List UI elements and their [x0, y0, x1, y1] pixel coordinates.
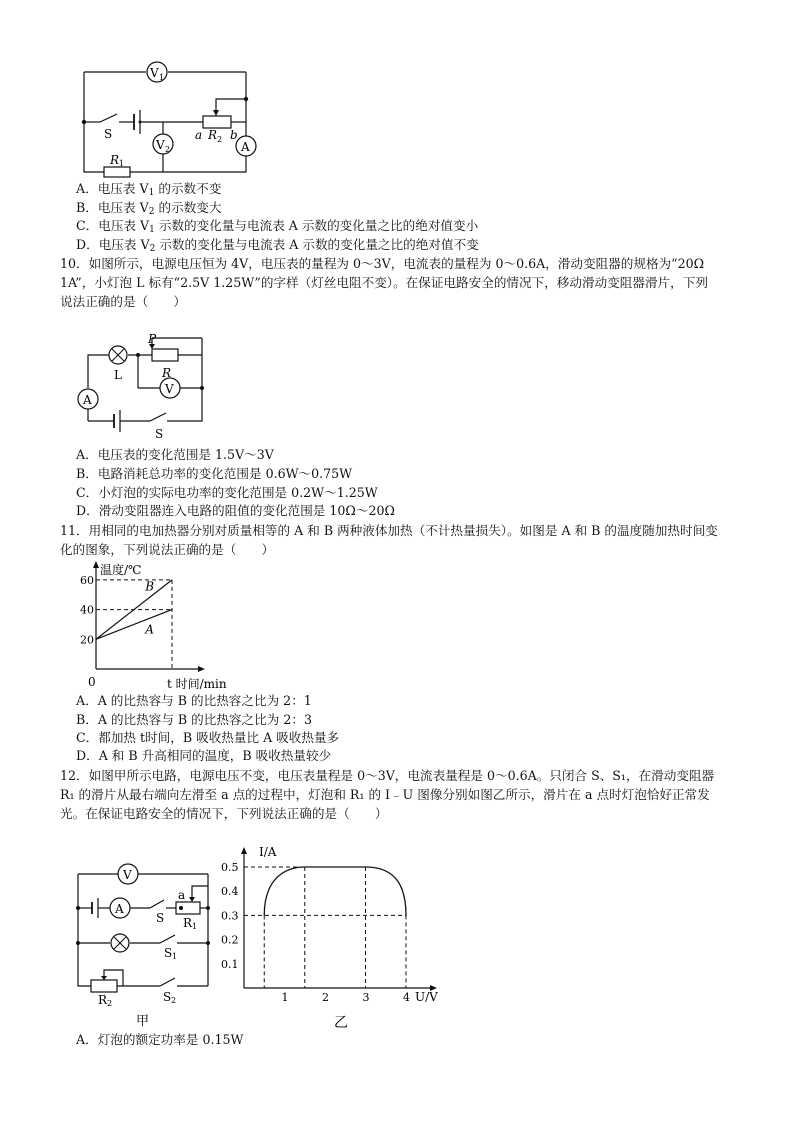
switch-label: S — [104, 127, 113, 141]
q10-option-c[interactable]: C．小灯泡的实际电功率的变化范围是 0.2W～1.25W — [76, 485, 378, 500]
y-tick-label: 20 — [80, 633, 94, 647]
ammeter-label: A — [241, 140, 250, 154]
series-label-A: A — [145, 622, 154, 637]
x-axis-label: t 时间/min — [167, 677, 227, 691]
q10-option-b[interactable]: B．电路消耗总功率的变化范围是 0.6W～0.75W — [76, 466, 353, 481]
r1-label: R — [183, 916, 193, 930]
q9-option-a[interactable]: A．电压表 $V_1$ 的示数不变 — [76, 181, 222, 198]
s2-sub: 2 — [171, 996, 177, 1005]
v1-label: V — [150, 66, 159, 80]
q9-option-b[interactable]: B．电压表 $V_2$ 的示数变大 — [76, 200, 222, 217]
origin-label: 0 — [88, 675, 96, 689]
q12-option-a[interactable]: A．灯泡的额定功率是 0.15W — [76, 1032, 244, 1047]
y-tick-label: 60 — [80, 573, 94, 587]
x-tick-label: 3 — [362, 991, 370, 1004]
r1-label: R — [110, 153, 120, 167]
rheostat-r-label: R — [162, 366, 172, 380]
voltmeter-label: V — [123, 868, 132, 882]
s2-label: S — [163, 990, 172, 1004]
y-tick-label: 40 — [80, 603, 94, 617]
q11-option-c[interactable]: C．都加热 t时间，B 吸收热量比 A 吸收热量多 — [76, 730, 340, 745]
x-tick-label: 1 — [281, 991, 289, 1004]
v2-label: V — [156, 138, 165, 152]
caption-jia: 甲 — [136, 1014, 150, 1029]
slider-p-label: P — [148, 332, 157, 346]
y-axis-label: I/A — [259, 845, 277, 859]
q9-option-d[interactable]: D．电压表 $V_2$ 示数的变化量与电流表 A 示数的变化量之比的绝对值不变 — [76, 237, 479, 254]
point-a-label: a — [178, 888, 186, 902]
y-tick-label: 0.1 — [221, 957, 239, 971]
x-tick-label: 2 — [322, 991, 329, 1004]
x-tick-label: 4 — [403, 991, 410, 1004]
voltmeter-label: V — [165, 382, 174, 396]
point-b-label: b — [230, 128, 238, 142]
x-axis-label: U/V — [415, 990, 438, 1004]
switch-s-label: S — [156, 911, 165, 925]
caption-yi: 乙 — [334, 1015, 348, 1031]
y-axis-arrow — [241, 847, 247, 854]
q10-option-d[interactable]: D．滑动变阻器连入电路的阻值的变化范围是 10Ω～20Ω — [76, 503, 395, 518]
q11-option-b[interactable]: B．A 的比热容与 B 的比热容之比为 2：3 — [76, 712, 312, 727]
y-tick-label: 0.4 — [221, 885, 239, 899]
q10-option-a[interactable]: A．电压表的变化范围是 1.5V～3V — [76, 447, 274, 462]
q11-option-a[interactable]: A．A 的比热容与 B 的比热容之比为 2：1 — [76, 693, 312, 708]
q11-stem: 11．用相同的电加热器分别对质量相等的 A 和 B 两种液体加热（不计热量损失）。如图是 A 和 B 的温度随加热时间变化的图象，下列说法正确的是（ ） — [60, 523, 718, 557]
r1-sub: 1 — [119, 159, 125, 168]
ammeter-label: A — [83, 393, 92, 407]
q10-stem: 10．如图所示，电源电压恒为 4V，电压表的量程为 0～3V，电流表的量程为 0～0.6A，滑动变阻器的规格为“20Ω 1A”，小灯泡 L 标有“2.5V 1.25W”的字样（灯丝电阻不变）。在保证电路安全的情况下，移动滑动变阻器滑片，下列说法正确的是（ ） — [60, 256, 708, 309]
s1-label: S — [164, 946, 173, 960]
y-tick-label: 0.2 — [221, 933, 239, 947]
q12-stem: 12．如图甲所示电路，电源电压不变，电压表量程是 0～3V，电流表量程是 0～0.6A。只闭合 S、S₁，在滑动变阻器 R₁ 的滑片从最右端向左滑至 a 点的过程中，灯泡和 R₁ 的 I﹣U 图像分别如图乙所示，滑片在 a 点时灯泡恰好正常发光。在保证电路安全的情况下，下列说法正确的是（ ） — [60, 768, 715, 821]
r2-sub: 2 — [217, 135, 223, 144]
q11-option-d[interactable]: D．A 和 B 升高相同的温度，B 吸收热量较少 — [76, 748, 332, 763]
r2-label: R — [208, 128, 218, 142]
r2-label: R — [98, 993, 108, 1007]
s1-sub: 1 — [172, 952, 178, 961]
r1-sub: 1 — [192, 922, 198, 931]
y-tick-label: 0.5 — [221, 861, 239, 874]
point-a-label: a — [195, 128, 203, 142]
v1-sub: 1 — [159, 73, 165, 82]
ammeter-label: A — [115, 902, 124, 916]
q9-option-c[interactable]: C．电压表 $V_1$ 示数的变化量与电流表 A 示数的变化量之比的绝对值变小 — [76, 218, 479, 235]
series-label-B: B — [145, 579, 155, 594]
switch-label: S — [155, 427, 164, 441]
series-curve-rise — [264, 867, 305, 915]
v2-sub: 2 — [165, 145, 171, 154]
series-curve-fall — [366, 867, 407, 915]
y-tick-label: 0.3 — [221, 909, 239, 923]
r2-sub: 2 — [107, 999, 113, 1008]
lamp-l-label: L — [114, 368, 122, 382]
y-axis-label: 温度/℃ — [100, 563, 142, 577]
